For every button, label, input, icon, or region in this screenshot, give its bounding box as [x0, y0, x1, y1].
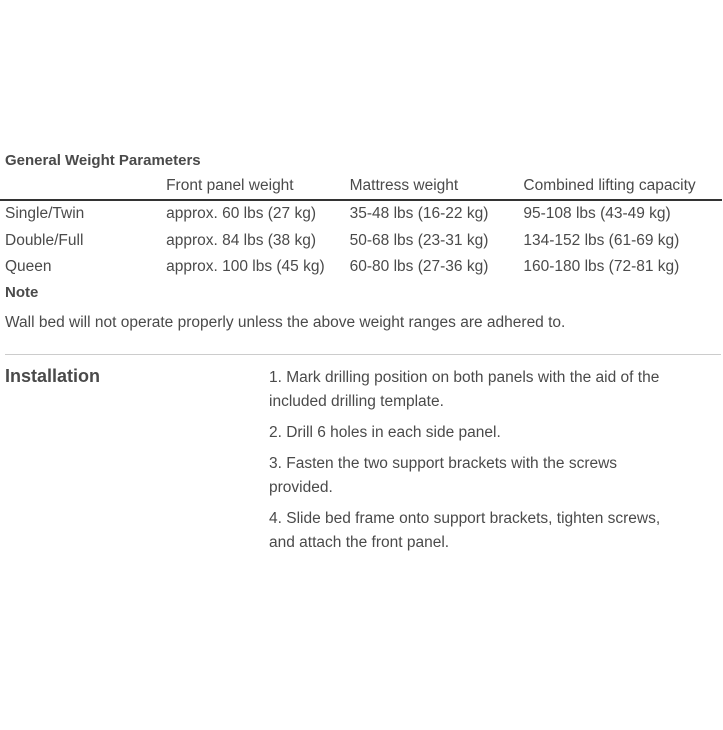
bed-size-cell: Double/Full: [5, 231, 84, 249]
note-label: Note: [5, 284, 39, 301]
installation-step: 1. Mark drilling position on both panels with the aid of the included drilling template.: [269, 369, 660, 410]
bed-size-cell: Queen: [5, 258, 52, 276]
front-panel-weight-cell: approx. 60 lbs (27 kg): [166, 205, 317, 223]
installation-step: 4. Slide bed frame onto support brackets, tighten screws, and attach the front panel.: [269, 510, 661, 551]
lifting-capacity-cell: 95-108 lbs (43-49 kg): [523, 205, 671, 223]
note-text: Wall bed will not operate properly unless the above weight ranges are adhered to.: [5, 314, 566, 331]
table-header-cell: Combined lifting capacity: [523, 173, 722, 200]
installation-title: Installation: [5, 366, 101, 386]
mattress-weight-cell: 50-68 lbs (23-31 kg): [349, 231, 489, 249]
table-header-cell: [0, 173, 166, 200]
weight-parameters-title: General Weight Parameters: [5, 152, 201, 169]
installation-steps: [269, 366, 669, 562]
front-panel-weight-cell: approx. 84 lbs (38 kg): [166, 231, 317, 249]
table-row: [0, 200, 722, 228]
lifting-capacity-cell: 134-152 lbs (61-69 kg): [523, 231, 680, 249]
installation-step: 3. Fasten the two support brackets with the screws provided.: [269, 455, 618, 496]
lifting-capacity-cell: 160-180 lbs (72-81 kg): [523, 258, 680, 276]
front-panel-weight-cell: approx. 100 lbs (45 kg): [166, 258, 325, 276]
mattress-weight-cell: 60-80 lbs (27-36 kg): [349, 258, 489, 276]
section-divider: [5, 354, 721, 355]
installation-step: 2. Drill 6 holes in each side panel.: [269, 424, 501, 441]
mattress-weight-cell: 35-48 lbs (16-22 kg): [349, 205, 489, 223]
table-row: [0, 228, 722, 255]
table-header-cell: Front panel weight: [166, 173, 350, 200]
bed-size-cell: Single/Twin: [5, 205, 85, 223]
weight-parameters-table: [0, 173, 722, 281]
table-row: [0, 254, 722, 281]
table-header-cell: Mattress weight: [350, 173, 524, 200]
table-header-row: [0, 173, 722, 200]
